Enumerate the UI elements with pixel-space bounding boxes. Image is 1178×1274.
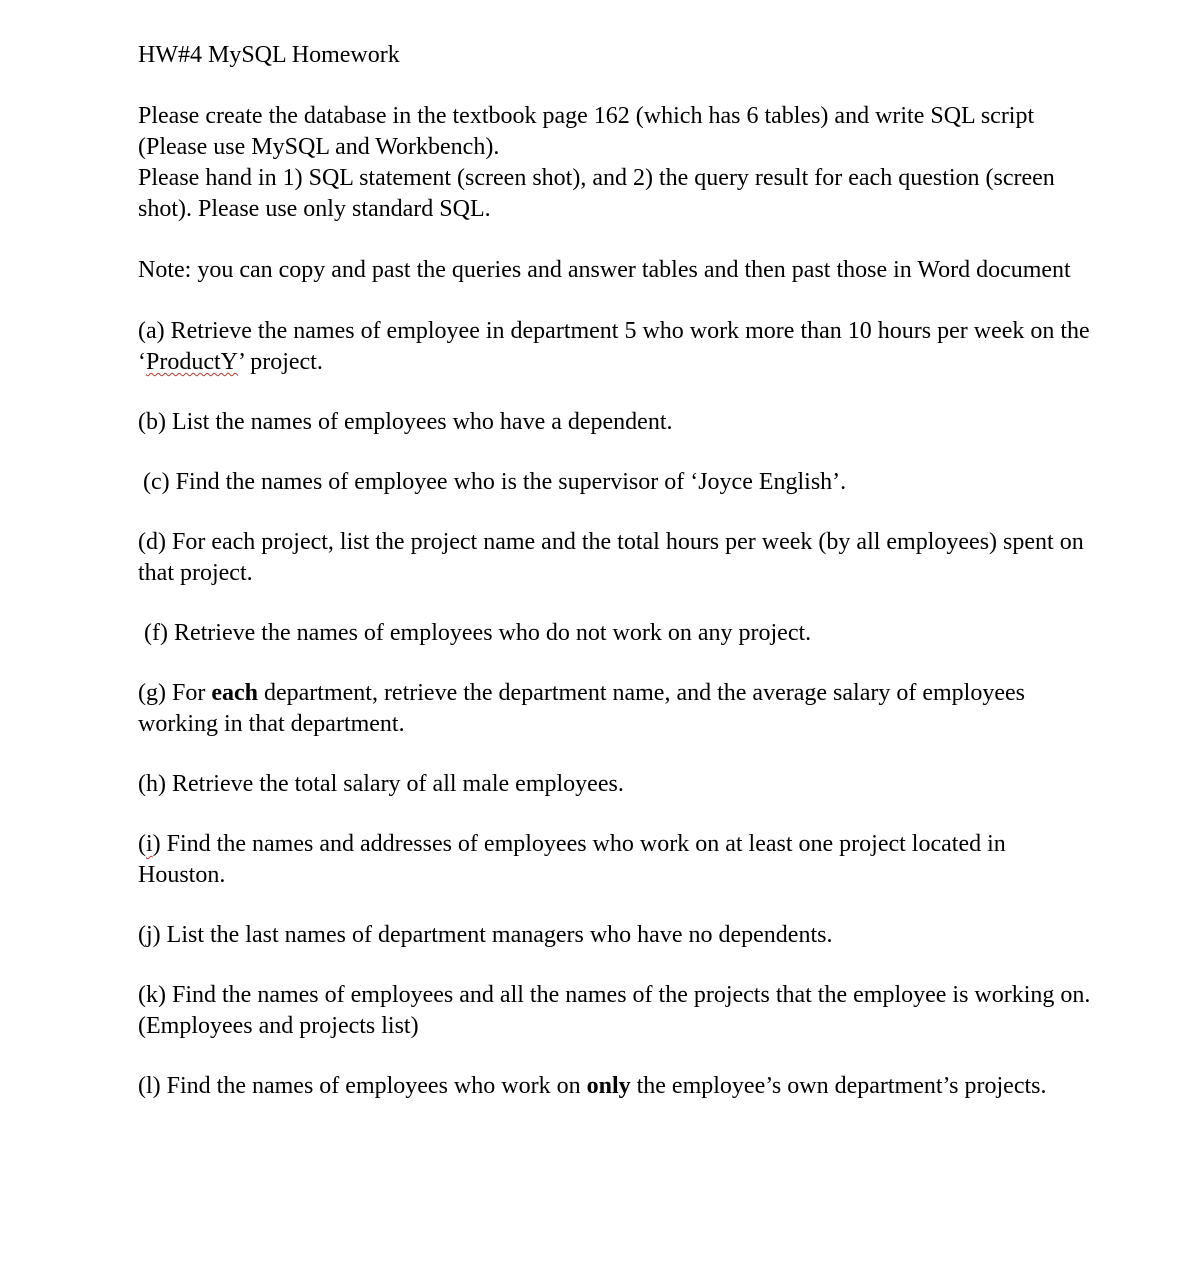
question-a-text-before: (a) Retrieve the names of employee in department 5 who work more than 10 hours per week on the ‘ bbox=[138, 318, 1090, 375]
document-title: HW#4 MySQL Homework bbox=[138, 42, 400, 68]
question-l bbox=[138, 1071, 1098, 1102]
question-h: (h) Retrieve the total salary of all male employees. bbox=[138, 771, 624, 797]
question-f: (f) Retrieve the names of employees who do not work on any project. bbox=[144, 620, 812, 646]
question-j: (j) List the last names of department managers who have no dependents. bbox=[138, 922, 833, 948]
question-l-text-before: (l) Find the names of employees who work on bbox=[138, 1073, 587, 1099]
question-l-text-after: the employee’s own department’s projects. bbox=[630, 1073, 1047, 1099]
question-c: (c) Find the names of employee who is the supervisor of ‘Joyce English’. bbox=[143, 469, 847, 495]
spellcheck-flag-producty: ProductY bbox=[146, 349, 238, 375]
note-paragraph: Note: you can copy and past the queries and answer tables and then past those in Word document bbox=[138, 257, 1071, 283]
question-l-emphasis: only bbox=[586, 1073, 631, 1099]
question-g bbox=[138, 678, 1098, 740]
question-i bbox=[138, 829, 1098, 891]
question-g-text-before: (g) For bbox=[138, 680, 212, 706]
intro-paragraph-1: Please create the database in the textbook page 162 (which has 6 tables) and write SQL script (Please use MySQL and Workbench). bbox=[138, 103, 1035, 160]
question-d: (d) For each project, list the project name and the total hours per week (by all employees) spent on that project. bbox=[138, 529, 1084, 586]
question-k: (k) Find the names of employees and all the names of the projects that the employee is working on. (Employees and projects list) bbox=[138, 982, 1091, 1039]
intro-paragraph-2: Please hand in 1) SQL statement (screen shot), and 2) the query result for each question (screen shot). Please use only standard SQL. bbox=[138, 165, 1055, 222]
spellcheck-flag-i: i bbox=[146, 831, 153, 857]
question-b: (b) List the names of employees who have a dependent. bbox=[138, 409, 673, 435]
question-g-emphasis: each bbox=[211, 680, 258, 706]
document-page bbox=[138, 40, 1098, 1102]
question-a-text-after: ’ project. bbox=[238, 349, 323, 375]
question-g-text-after: department, retrieve the department name, and the average salary of employees working in that department. bbox=[138, 680, 1025, 737]
question-i-text: ) Find the names and addresses of employees who work on at least one project located in Houston. bbox=[138, 831, 1006, 888]
question-i-open: ( bbox=[138, 831, 146, 857]
question-a bbox=[138, 316, 1098, 378]
